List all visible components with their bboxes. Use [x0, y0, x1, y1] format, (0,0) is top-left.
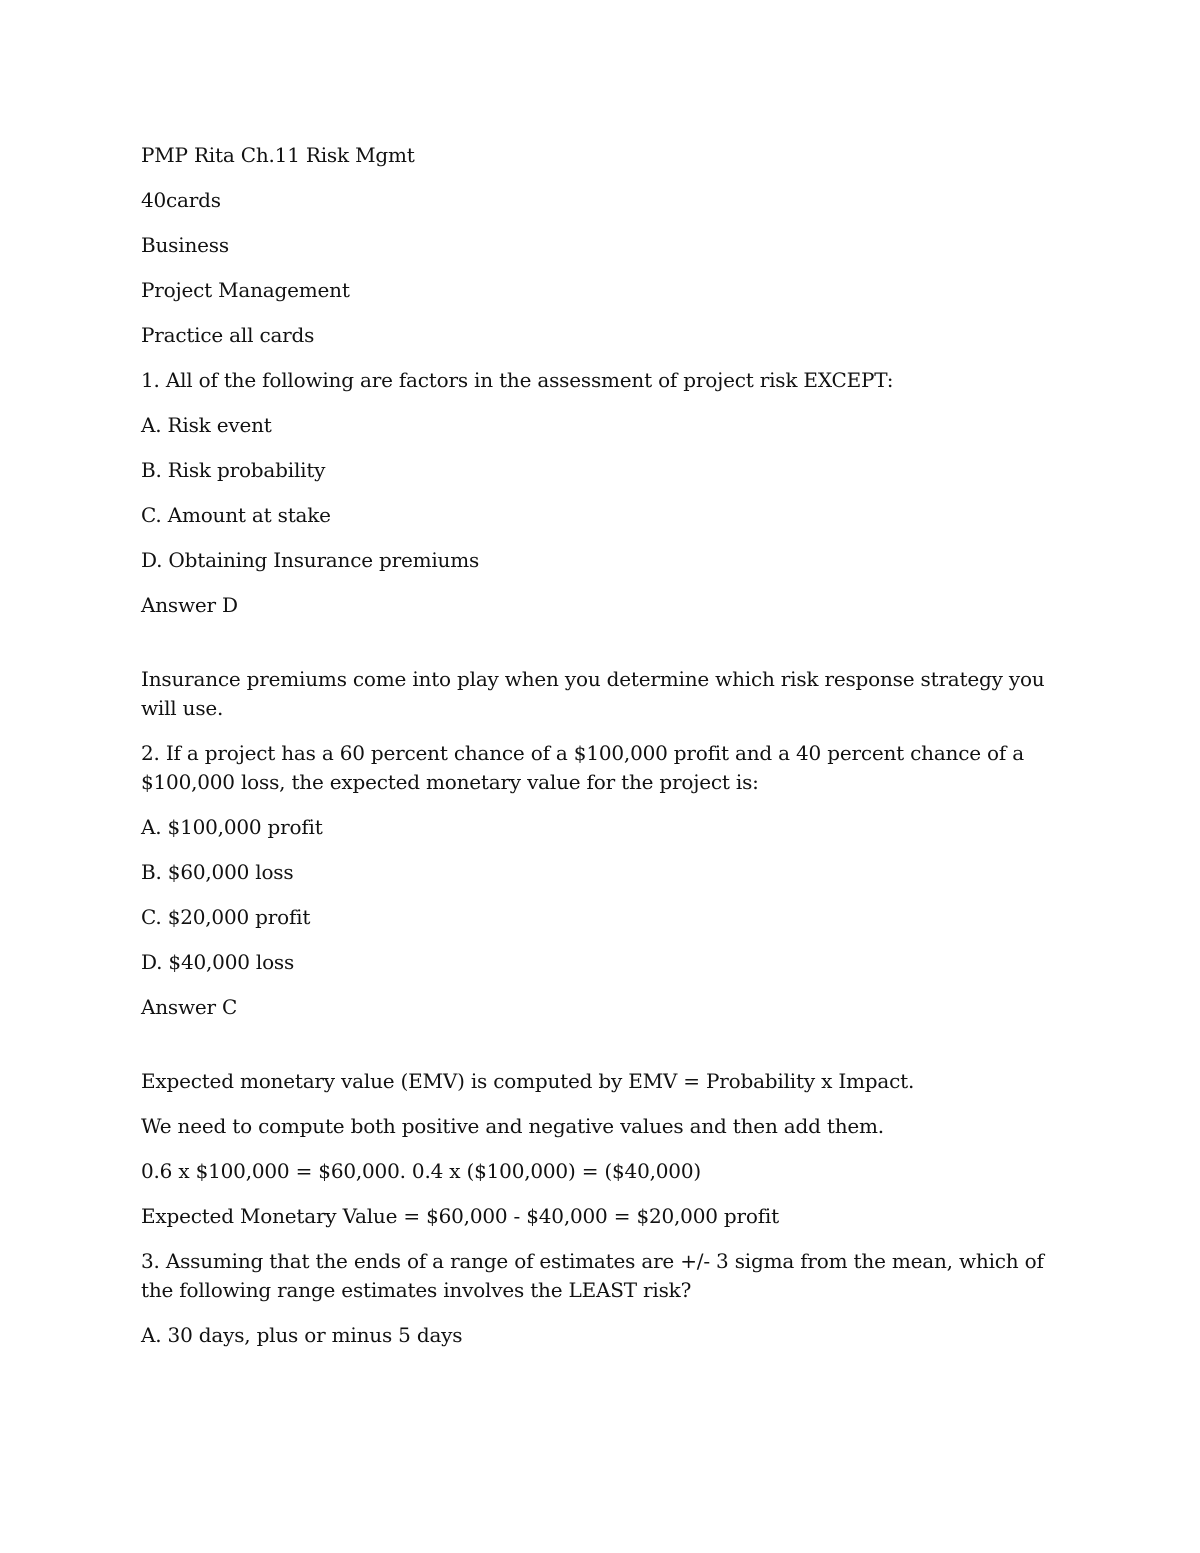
q2-option-c: C. $20,000 profit [141, 905, 311, 929]
q2-option-d: D. $40,000 loss [141, 950, 295, 974]
q1-option-b: B. Risk probability [141, 458, 326, 482]
q1-option-d: D. Obtaining Insurance premiums [141, 548, 480, 572]
question-3: 3. Assuming that the ends of a range of estimates are +/- 3 sigma from the mean, which of the following range estimates involves the LEAST risk? [141, 1249, 1044, 1302]
q2-explanation-line-1: Expected monetary value (EMV) is computed by EMV = Probability x Impact. [141, 1069, 915, 1093]
practice-all-cards-link: Practice all cards [141, 323, 315, 347]
question-2: 2. If a project has a 60 percent chance of a $100,000 profit and a 40 percent chance of a $100,000 loss, the expected monetary value for the project is: [141, 741, 1024, 794]
category-label: Business [141, 233, 229, 257]
q2-explanation-line-4: Expected Monetary Value = $60,000 - $40,000 = $20,000 profit [141, 1204, 779, 1228]
q2-explanation-line-2: We need to compute both positive and negative values and then add them. [141, 1114, 884, 1138]
subcategory-label: Project Management [141, 278, 350, 302]
q2-explanation-line-3: 0.6 x $100,000 = $60,000. 0.4 x ($100,000) = ($40,000) [141, 1159, 701, 1183]
q1-option-a: A. Risk event [141, 413, 272, 437]
q3-option-a: A. 30 days, plus or minus 5 days [141, 1323, 463, 1347]
q2-option-b: B. $60,000 loss [141, 860, 294, 884]
card-count: 40cards [141, 188, 221, 212]
q1-answer: Answer D [141, 593, 238, 617]
q2-option-a: A. $100,000 profit [141, 815, 323, 839]
document-title: PMP Rita Ch.11 Risk Mgmt [141, 143, 415, 167]
question-1: 1. All of the following are factors in the assessment of project risk EXCEPT: [141, 368, 894, 392]
q1-explanation: Insurance premiums come into play when you determine which risk response strategy you will use. [141, 667, 1045, 720]
q1-option-c: C. Amount at stake [141, 503, 331, 527]
q2-answer: Answer C [141, 995, 238, 1019]
document-body [141, 141, 1056, 1366]
